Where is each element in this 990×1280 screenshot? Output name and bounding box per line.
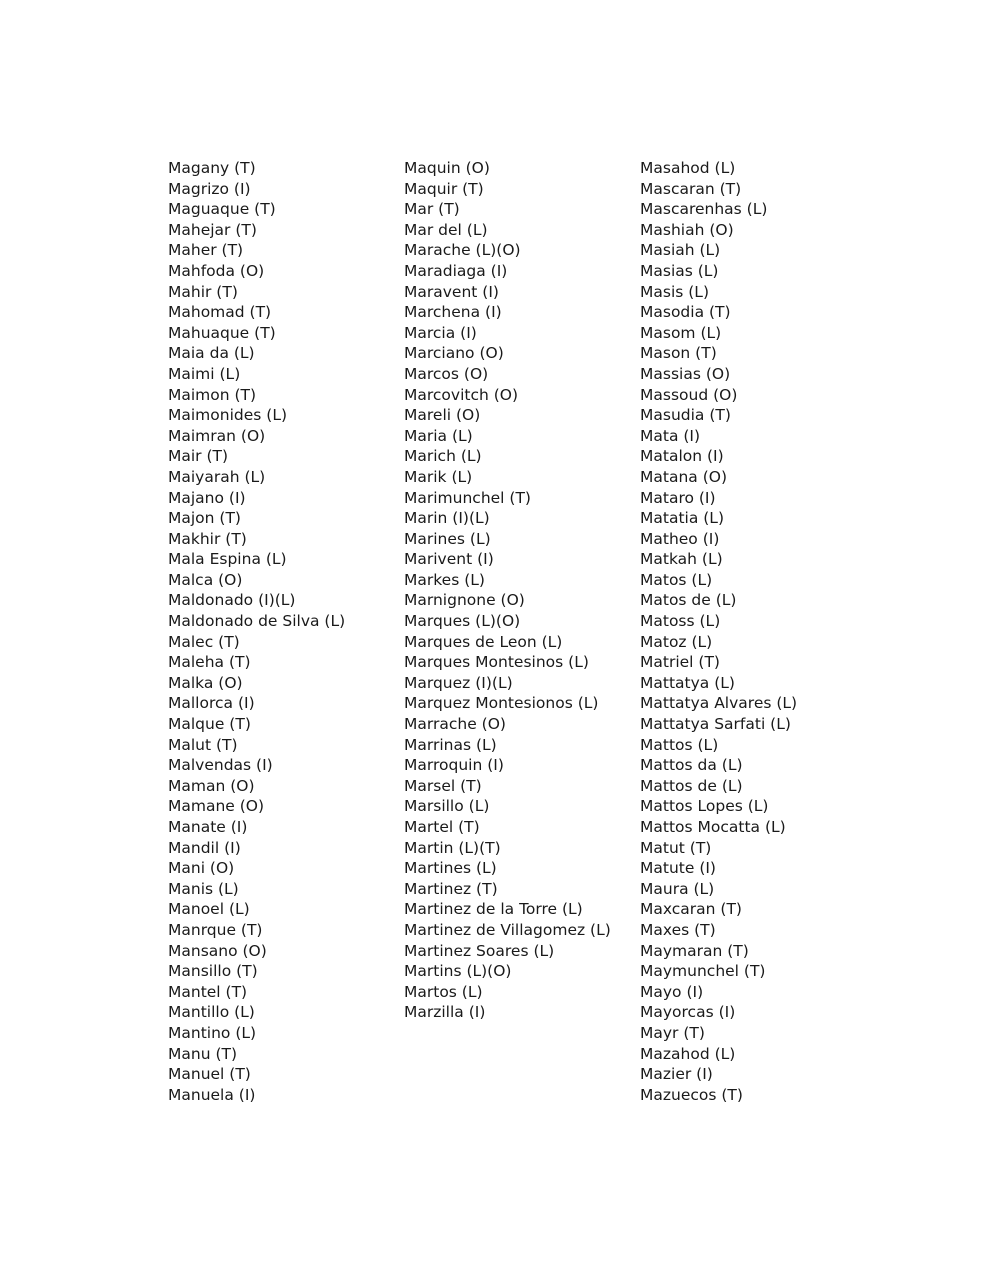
surname-entry: Mason (T) — [640, 344, 717, 363]
surname-entry: Matriel (T) — [640, 653, 720, 672]
surname-entry: Mayr (T) — [640, 1023, 705, 1042]
surname-entry: Mantillo (L) — [168, 1003, 255, 1022]
surname-entry: Martin (L)(T) — [404, 838, 501, 857]
surname-entry: Makhir (T) — [168, 529, 247, 548]
surname-entry: Maia da (L) — [168, 344, 255, 363]
surname-entry: Mattos (L) — [640, 735, 719, 754]
surname-entry: Majon (T) — [168, 509, 241, 528]
surname-entry: Maquin (O) — [404, 159, 490, 177]
surname-entry: Marcia (I) — [404, 323, 477, 342]
surname-entry: Matkah (L) — [640, 550, 723, 569]
surname-entry: Mahir (T) — [168, 282, 238, 301]
surname-entry: Magany (T) — [168, 159, 256, 177]
surname-entry: Marcovitch (O) — [404, 385, 519, 404]
surname-entry: Masodia (T) — [640, 303, 731, 322]
surname-entry: Marsillo (L) — [404, 797, 490, 816]
surname-entry: Mattatya Alvares (L) — [640, 694, 798, 713]
surname-entry: Matos (L) — [640, 570, 713, 589]
surname-entry: Mattos da (L) — [640, 756, 743, 775]
surname-entry: Maymunchel (T) — [640, 962, 766, 981]
surname-entry: Manoel (L) — [168, 900, 250, 919]
surname-column-1 — [168, 158, 393, 1105]
surname-entry: Marquez (I)(L) — [404, 673, 513, 692]
surname-entry: Marsel (T) — [404, 776, 482, 795]
surname-column-2 — [404, 158, 629, 1023]
surname-entry: Marchena (I) — [404, 303, 502, 322]
surname-entry: Mataro (I) — [640, 488, 716, 507]
surname-entry: Martinez (T) — [404, 879, 498, 898]
surname-entry: Matalon (I) — [640, 447, 724, 466]
surname-entry: Marik (L) — [404, 467, 473, 486]
surname-entry: Marin (I)(L) — [404, 509, 490, 528]
surname-entry: Mattos Lopes (L) — [640, 797, 769, 816]
surname-entry: Mashiah (O) — [640, 220, 734, 239]
surname-entry: Majano (I) — [168, 488, 246, 507]
surname-entry: Maradiaga (I) — [404, 261, 508, 280]
surname-entry: Martinez Soares (L) — [404, 941, 555, 960]
surname-entry: Masudia (T) — [640, 406, 731, 425]
surname-entry: Matute (I) — [640, 859, 716, 878]
surname-column-3 — [640, 158, 865, 1105]
surname-entry: Maxes (T) — [640, 920, 716, 939]
surname-entry: Matos de (L) — [640, 591, 737, 610]
surname-entry: Maleha (T) — [168, 653, 251, 672]
surname-entry: Manrque (T) — [168, 920, 263, 939]
surname-entry: Marrache (O) — [404, 715, 506, 734]
surname-entry: Manate (I) — [168, 818, 248, 836]
surname-entry: Marivent (I) — [404, 550, 494, 569]
surname-entry: Mayorcas (I) — [640, 1003, 736, 1022]
surname-entry: Mair (T) — [168, 447, 229, 466]
surname-entry: Marich (L) — [404, 447, 482, 466]
surname-entry: Maimonides (L) — [168, 406, 287, 425]
surname-entry: Mayo (I) — [640, 982, 704, 1001]
surname-entry: Maldonado de Silva (L) — [168, 612, 346, 631]
surname-entry: Mallorca (I) — [168, 694, 255, 713]
surname-entry: Matana (O) — [640, 467, 727, 486]
surname-entry: Marciano (O) — [404, 344, 504, 363]
surname-entry: Malca (O) — [168, 570, 243, 589]
surname-entry: Mazier (I) — [640, 1065, 713, 1084]
surname-entry: Mar (T) — [404, 200, 460, 219]
surname-entry: Mantino (L) — [168, 1023, 257, 1042]
surname-entry: Massias (O) — [640, 364, 731, 383]
surname-entry: Marache (L)(O) — [404, 241, 521, 260]
surname-entry: Mahuaque (T) — [168, 323, 276, 342]
surname-entry: Masom (L) — [640, 323, 722, 342]
surname-entry: Matheo (I) — [640, 529, 720, 548]
surname-entry: Martinez de la Torre (L) — [404, 900, 583, 919]
surname-entry: Manu (T) — [168, 1044, 238, 1063]
surname-entry: Maimran (O) — [168, 426, 266, 445]
surname-entry: Massoud (O) — [640, 385, 738, 404]
surname-entry: Mahfoda (O) — [168, 261, 265, 280]
surname-entry: Malka (O) — [168, 673, 243, 692]
surname-entry: Mata (I) — [640, 426, 701, 445]
surname-entry: Malvendas (I) — [168, 756, 273, 775]
surname-entry: Maura (L) — [640, 879, 715, 898]
surname-entry: Mazahod (L) — [640, 1044, 736, 1063]
surname-entry: Maimon (T) — [168, 385, 257, 404]
surname-entry: Marrinas (L) — [404, 735, 497, 754]
surname-entry: Maguaque (T) — [168, 200, 276, 219]
surname-entry: Marnignone (O) — [404, 591, 525, 610]
surname-entry: Mandil (I) — [168, 838, 241, 857]
surname-entry: Mamane (O) — [168, 797, 265, 816]
surname-entry: Maher (T) — [168, 241, 244, 260]
surname-entry: Maxcaran (T) — [640, 900, 742, 919]
surname-entry: Manis (L) — [168, 879, 239, 898]
surname-entry: Maravent (I) — [404, 282, 499, 301]
surname-entry: Maquir (T) — [404, 179, 484, 198]
surname-entry: Markes (L) — [404, 570, 485, 589]
surname-entry: Mala Espina (L) — [168, 550, 287, 569]
surname-entry: Marques de Leon (L) — [404, 632, 563, 651]
surname-entry: Martines (L) — [404, 859, 497, 878]
surname-entry: Maman (O) — [168, 776, 255, 795]
surname-entry: Mattatya Sarfati (L) — [640, 715, 791, 734]
surname-entry: Mansano (O) — [168, 941, 267, 960]
surname-entry: Martinez de Villagomez (L) — [404, 920, 611, 939]
surname-entry: Mareli (O) — [404, 406, 481, 425]
surname-entry: Martos (L) — [404, 982, 483, 1001]
surname-entry: Malec (T) — [168, 632, 240, 651]
surname-entry: Marcos (O) — [404, 364, 489, 383]
surname-entry: Malque (T) — [168, 715, 251, 734]
surname-entry: Magrizo (I) — [168, 179, 251, 198]
surname-entry: Marzilla (I) — [404, 1003, 486, 1022]
surname-entry: Mattatya (L) — [640, 673, 735, 692]
surname-entry: Manuela (I) — [168, 1085, 256, 1104]
surname-entry: Mahomad (T) — [168, 303, 272, 322]
surname-entry: Mascaran (T) — [640, 179, 742, 198]
surname-entry: Masis (L) — [640, 282, 709, 301]
surname-entry: Masiah (L) — [640, 241, 721, 260]
surname-entry: Mattos Mocatta (L) — [640, 818, 786, 836]
surname-entry: Marines (L) — [404, 529, 491, 548]
surname-entry: Mahejar (T) — [168, 220, 257, 239]
surname-entry: Marquez Montesionos (L) — [404, 694, 599, 713]
surname-entry: Matoss (L) — [640, 612, 721, 631]
surname-entry: Marques Montesinos (L) — [404, 653, 589, 672]
surname-entry: Marques (L)(O) — [404, 612, 521, 631]
surname-entry: Masias (L) — [640, 261, 719, 280]
surname-entry: Matut (T) — [640, 838, 712, 857]
surname-entry: Mani (O) — [168, 859, 235, 878]
surname-entry: Maimi (L) — [168, 364, 241, 383]
surname-entry: Martel (T) — [404, 818, 480, 836]
surname-entry: Maiyarah (L) — [168, 467, 266, 486]
surname-entry: Maymaran (T) — [640, 941, 749, 960]
surname-entry: Malut (T) — [168, 735, 238, 754]
surname-entry: Masahod (L) — [640, 159, 736, 177]
surname-entry: Manuel (T) — [168, 1065, 251, 1084]
surname-entry: Matatia (L) — [640, 509, 724, 528]
surname-entry: Mattos de (L) — [640, 776, 743, 795]
surname-entry: Matoz (L) — [640, 632, 713, 651]
surname-entry: Mantel (T) — [168, 982, 248, 1001]
surname-entry: Marroquin (I) — [404, 756, 504, 775]
surname-entry: Mazuecos (T) — [640, 1085, 743, 1104]
surname-entry: Martins (L)(O) — [404, 962, 512, 981]
surname-entry: Mascarenhas (L) — [640, 200, 768, 219]
surname-entry: Mar del (L) — [404, 220, 488, 239]
surname-entry: Mansillo (T) — [168, 962, 258, 981]
surname-entry: Maldonado (I)(L) — [168, 591, 296, 610]
surname-entry: Marimunchel (T) — [404, 488, 531, 507]
surname-entry: Maria (L) — [404, 426, 473, 445]
